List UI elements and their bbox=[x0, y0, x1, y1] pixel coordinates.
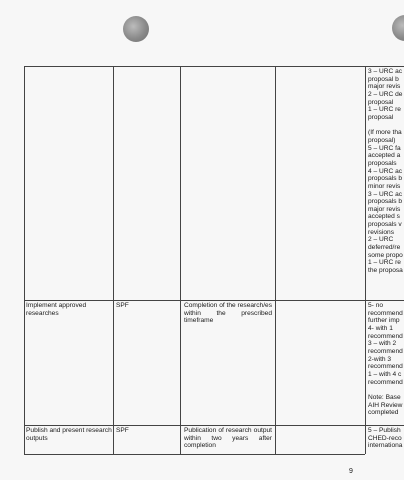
column-divider-1 bbox=[113, 66, 114, 454]
row3-activity: Publish and present research outputs bbox=[26, 427, 112, 442]
row2-activity: Implement approved researches bbox=[26, 302, 87, 317]
row3-responsible: SPF bbox=[116, 427, 129, 434]
column-divider-3 bbox=[275, 66, 276, 454]
table-border-left bbox=[24, 66, 25, 454]
page-number: 9 bbox=[349, 468, 353, 475]
row3-rating-text: 5 – Publish CHED-reco internationa bbox=[368, 427, 403, 450]
row2-indicator: Completion of the research/es within the prescribed timeframe bbox=[184, 302, 272, 325]
row-divider-1 bbox=[24, 300, 404, 301]
column-divider-4 bbox=[365, 66, 366, 454]
research-table bbox=[24, 66, 404, 454]
row-divider-2 bbox=[24, 425, 404, 426]
row2-rating-text: 5- no recommend further imp 4- with 1 recommend 3 – with 2 recommend 2-with 3 recommend 1 – with 4 c recommend Note: Base AIH Review completed bbox=[368, 302, 403, 417]
punch-hole-left bbox=[123, 16, 149, 42]
punch-hole-right bbox=[392, 15, 404, 41]
row1-rating-text: 3 – URC ac proposal b major revis 2 – URC de proposal 1 – URC re proposal (If more tha proposal) 5 – URC fa accepted a proposals 4 – URC ac proposals b minor revis 3 – URC ac proposals b major revis accepted s proposals v revisions 2 – URC deferred/re some propo 1 – URC re the proposa bbox=[368, 68, 403, 275]
row3-indicator: Publication of research output within two years after completion bbox=[184, 427, 272, 450]
column-divider-2 bbox=[180, 66, 181, 454]
table-border-top bbox=[24, 66, 404, 67]
table-border-bottom bbox=[24, 454, 365, 455]
row2-responsible: SPF bbox=[116, 302, 129, 309]
